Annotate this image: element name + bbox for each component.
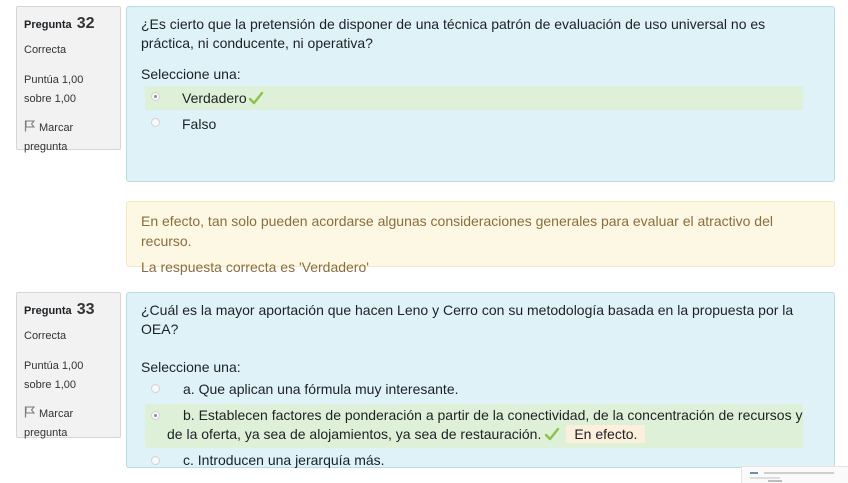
answer-label: Verdadero <box>182 90 247 106</box>
question-content-32 <box>126 6 835 182</box>
answer-prompt: Seleccione una: <box>141 66 241 82</box>
answer-option-c[interactable] <box>145 450 803 472</box>
radio-icon[interactable] <box>151 384 160 393</box>
radio-icon[interactable] <box>151 411 160 420</box>
answer-label: Falso <box>182 116 217 132</box>
flag-question-label: Marcar pregunta <box>24 122 74 153</box>
answer-option-a[interactable] <box>145 378 803 400</box>
question-content-33 <box>126 292 835 468</box>
radio-icon[interactable] <box>151 118 160 127</box>
question-text: ¿Es cierto que la pretensión de disponer de una técnica patrón de evaluación de uso universal no es práctica, ni conducente, ni operativa? <box>141 16 766 51</box>
answer-prompt: Seleccione una: <box>141 359 241 375</box>
specific-feedback: En efecto. <box>566 425 645 443</box>
feedback-panel-32 <box>126 201 835 275</box>
general-feedback: En efecto, tan solo pueden acordarse algunas consideraciones generales para evaluar el atractivo del recurso. <box>141 213 773 249</box>
answer-option-b[interactable] <box>145 404 803 448</box>
question-number <box>24 301 113 319</box>
question-number-value: 32 <box>76 15 95 32</box>
answer-option-b-body <box>167 406 803 444</box>
answer-option-verdadero[interactable] <box>145 86 803 110</box>
question-number <box>24 15 113 33</box>
question-label: Pregunta <box>24 305 72 317</box>
question-info-33 <box>16 292 121 438</box>
flag-question-label: Marcar pregunta <box>24 408 74 439</box>
right-answer: La respuesta correcta es 'Verdadero' <box>141 259 369 275</box>
page-thumbnail <box>741 466 848 483</box>
question-text: ¿Cuál es la mayor aportación que hacen Leno y Cerro con su metodología basada en la propuesta por la OEA? <box>141 302 794 337</box>
question-info-32 <box>16 6 121 153</box>
answer-label: a. Que aplican una fórmula muy interesante. <box>183 381 459 397</box>
flag-icon <box>24 120 36 132</box>
flag-icon <box>24 406 36 418</box>
question-label: Pregunta <box>24 19 72 31</box>
radio-icon[interactable] <box>151 456 160 465</box>
flag-question-link[interactable] <box>24 405 113 443</box>
radio-icon[interactable] <box>151 92 160 101</box>
check-icon <box>248 91 264 105</box>
answer-label: c. Introducen una jerarquía más. <box>183 452 385 468</box>
question-grade: Puntúa 1,00 sobre 1,00 <box>24 360 84 391</box>
answer-label: b. Establecen factores de ponderación a partir de la conectividad, de la concentración de recursos y de la oferta, ya sea de alojamientos, ya sea de restauración. <box>167 407 803 442</box>
question-state: Correcta <box>24 44 67 56</box>
question-state: Correcta <box>24 330 67 342</box>
question-number-value: 33 <box>76 301 95 318</box>
question-grade: Puntúa 1,00 sobre 1,00 <box>24 74 84 105</box>
check-icon <box>544 427 560 441</box>
answer-option-falso[interactable] <box>145 113 803 137</box>
flag-question-link[interactable] <box>24 119 113 157</box>
